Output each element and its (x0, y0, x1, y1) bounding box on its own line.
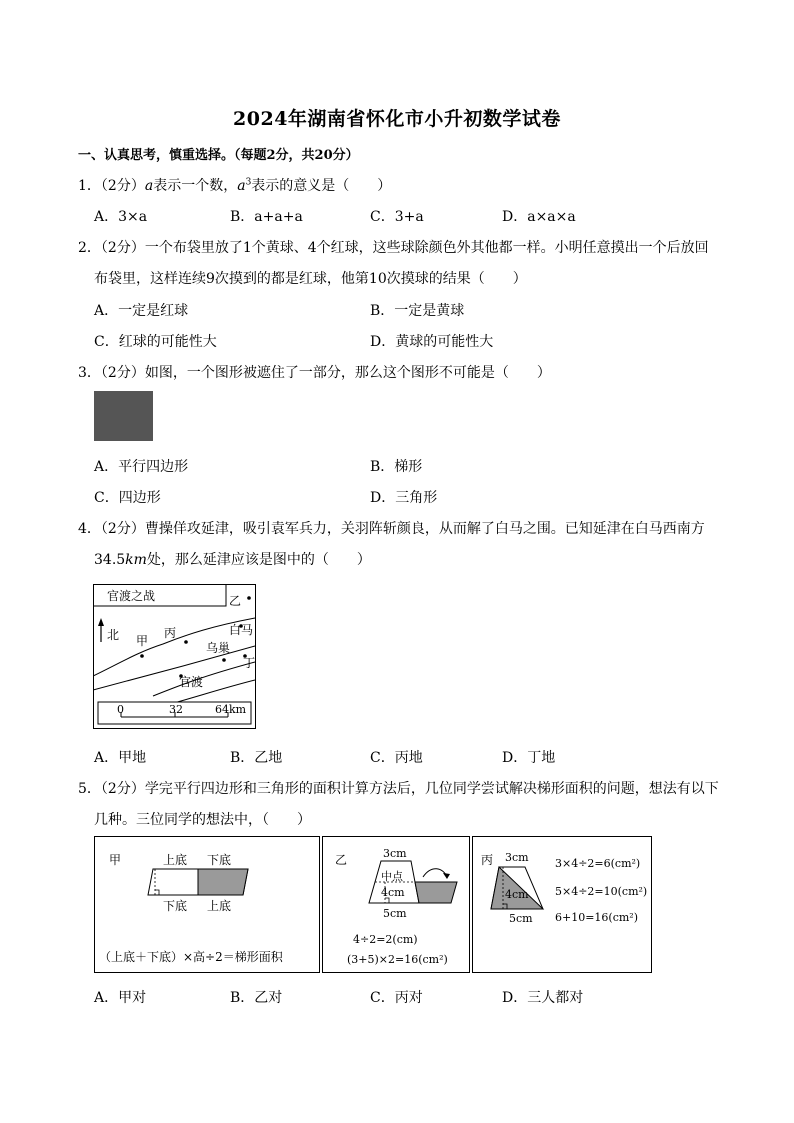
panel-yi-bottom-length: 5cm (383, 907, 407, 920)
question-4-line1: 4．（2分）曹操佯攻延津，吸引袁军兵力，关羽阵斩颜良，从而解了白马之围。已知延津在白马西南方 (78, 521, 705, 537)
question-4-line2 (94, 549, 371, 569)
panel-yi-calc-2: (3+5)×2=16(cm²) (347, 953, 448, 966)
q2-option-c: C．红球的可能性大 (94, 334, 217, 350)
place-baima: 白马 (229, 623, 254, 637)
panel-yi-calc-1: 4÷2=2(cm) (353, 933, 418, 946)
q3-option-b: B．梯形 (370, 459, 423, 475)
panel-jia-name: 甲 (109, 853, 122, 867)
scale-32: 32 (169, 703, 183, 716)
panel-bing-calc-1: 3×4÷2=6(cm²) (555, 857, 641, 870)
question-2-line2: 布袋里，这样连续9次摸到的都是红球，他第10次摸球的结果（ ） (94, 271, 527, 287)
panel-bing-top-length: 3cm (505, 851, 529, 864)
q4-line2-rest: 处，那么延津应该是图中的（ ） (146, 552, 371, 568)
panel-bing-name: 丙 (481, 853, 494, 867)
panel-jia-formula: （上底＋下底）×高÷2＝梯形面积 (99, 950, 283, 964)
panel-jia (94, 836, 320, 973)
q5-option-a: A．甲对 (94, 990, 147, 1006)
panel-bing (472, 836, 652, 973)
place-ding: 丁 (243, 656, 256, 670)
q1-var-a: a (144, 178, 154, 194)
panel-jia-bottom-label-1: 下底 (163, 899, 188, 913)
page-title: 2024年湖南省怀化市小升初数学试卷 (233, 108, 561, 130)
panel-jia-bottom-label-2: 上底 (207, 899, 232, 913)
q4-distance-value: 34.5 (94, 552, 126, 568)
scale-0: 0 (117, 703, 124, 716)
q1-score: （2分） (100, 178, 145, 194)
q1-number: 1． (78, 178, 101, 194)
q5-option-c: C．丙对 (370, 990, 423, 1006)
q3-option-c: C．四边形 (94, 490, 161, 506)
place-yi: 乙 (229, 594, 242, 608)
q5-option-d: D．三人都对 (502, 990, 584, 1006)
masked-shape-figure (94, 391, 153, 441)
map-title: 官渡之战 (107, 589, 156, 603)
q1-option-a: A．3×a (94, 209, 148, 225)
q5-option-b: B．乙对 (230, 990, 283, 1006)
q3-option-a: A．平行四边形 (94, 459, 189, 475)
q1-text1: 表示一个数， (153, 178, 238, 194)
q1-option-c: C．3+a (370, 209, 424, 225)
panel-yi-top-length: 3cm (383, 847, 407, 860)
q1-option-b: B．a+a+a (230, 209, 303, 225)
section-heading: 一、认真思考，慎重选择。（每题2分，共20分） (78, 148, 359, 163)
place-bing: 丙 (164, 626, 177, 640)
place-guandu: 官渡 (179, 675, 204, 689)
q2-option-d: D．黄球的可能性大 (370, 334, 494, 350)
q4-option-b: B．乙地 (230, 750, 283, 766)
place-wuchao: 乌巢 (206, 641, 231, 655)
panel-yi-height: 4cm (381, 886, 405, 899)
panel-bing-bottom-length: 5cm (509, 912, 533, 925)
q2-option-b: B．一定是黄球 (370, 303, 465, 319)
q3-option-d: D．三角形 (370, 490, 438, 506)
q1-exponent: 3 (245, 177, 252, 188)
q2-option-a: A．一定是红球 (94, 303, 189, 319)
q4-distance-unit: km (125, 552, 147, 568)
question-1 (78, 175, 391, 195)
scale-64km: 64km (215, 703, 247, 716)
question-5-line2: 几种。三位同学的想法中，（ ） (94, 812, 311, 828)
panel-yi (322, 836, 470, 973)
battle-map-figure (93, 584, 256, 729)
q4-option-d: D．丁地 (502, 750, 556, 766)
panel-yi-midpoint-label: 中点 (381, 870, 403, 883)
panel-jia-top-label-2: 下底 (207, 853, 232, 867)
map-north-label: 北 (107, 628, 120, 642)
panel-bing-calc-2: 5×4÷2=10(cm²) (555, 885, 648, 898)
q1-option-d: D．a×a×a (502, 209, 576, 225)
place-jia: 甲 (136, 634, 149, 648)
q1-text2: 表示的意义是（ ） (251, 178, 392, 194)
panel-yi-name: 乙 (335, 853, 348, 867)
question-3-line1: 3．（2分）如图，一个图形被遮住了一部分，那么这个图形不可能是（ ） (78, 365, 551, 381)
panel-bing-height: 4cm (505, 888, 529, 901)
q4-option-a: A．甲地 (94, 750, 147, 766)
q4-option-c: C．丙地 (370, 750, 423, 766)
panel-jia-top-label-1: 上底 (163, 853, 188, 867)
panel-bing-calc-3: 6+10=16(cm²) (555, 911, 639, 924)
question-5-line1: 5．（2分）学完平行四边形和三角形的面积计算方法后，几位同学尝试解决梯形面积的问题，想法有以下 (78, 781, 719, 797)
question-2-line1: 2．（2分）一个布袋里放了1个黄球、4个红球，这些球除颜色外其他都一样。小明任意摸出一个后放回 (78, 240, 709, 256)
q1-var-a-power: a (237, 178, 246, 194)
